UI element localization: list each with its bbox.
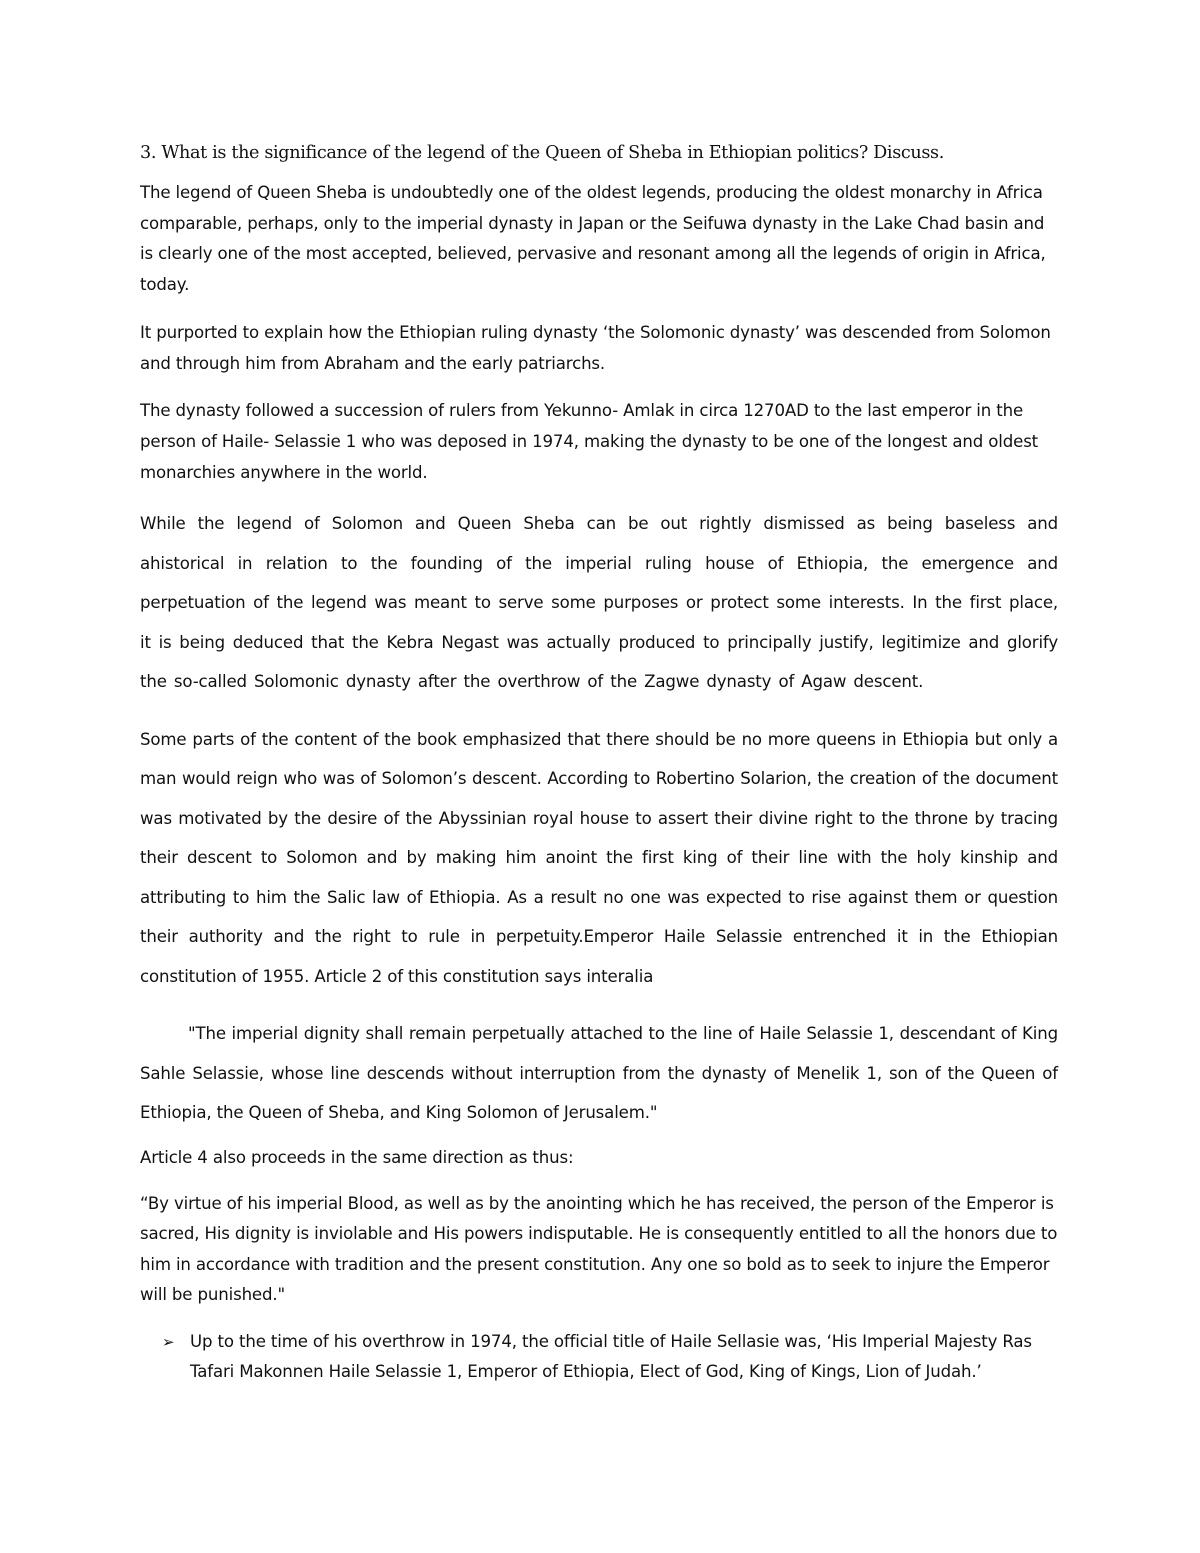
bullet-text: Up to the time of his overthrow in 1974, the official title of Haile Sellasie was, ‘His Imperial Majesty Ras Tafari Makonnen Haile Selassie 1, Emperor of Ethiopia, Elect of God, King of Kings, Lion of Judah.’: [190, 1331, 1032, 1381]
question-heading: 3. What is the significance of the legend of the Queen of Sheba in Ethiopian politics? Discuss.: [140, 143, 944, 163]
paragraph-legend-purpose: While the legend of Solomon and Queen Sheba can be out rightly dismissed as being baseless and ahistorical in relation to the founding of the imperial ruling house of Ethiopia, the emergence and perpetuation of the legend was meant to serve some purposes or protect some interests. In the first place, it is being deduced that the Kebra Negast was actually produced to principally justify, legitimize and glorify the so-called Solomonic dynasty after the overthrow of the Zagwe dynasty of Agaw descent.: [140, 514, 1058, 691]
paragraph-dynasty-succession: The dynasty followed a succession of rulers from Yekunno- Amlak in circa 1270AD to the last emperor in the person of Haile- Selassie 1 who was deposed in 1974, making the dynasty to be one of the longest and oldest monarchies anywhere in the world.: [140, 401, 1039, 482]
paragraph-legend-intro: The legend of Queen Sheba is undoubtedly one of the oldest legends, producing the oldest monarchy in Africa comparable, perhaps, only to the imperial dynasty in Japan or the Seifuwa dynasty in the Lake Chad basin and is clearly one of the most accepted, believed, pervasive and resonant among all the legends of origin in Africa, today.: [140, 183, 1046, 294]
document-body: [140, 140, 1058, 1388]
bullet-item-official-title: [140, 1327, 1058, 1388]
paragraph-article-4-intro: Article 4 also proceeds in the same direction as thus:: [140, 1147, 574, 1167]
quote-article-4: “By virtue of his imperial Blood, as well as by the anointing which he has received, the person of the Emperor is sacred, His dignity is inviolable and His powers indisputable. He is consequently entitled to all the honors due to him in accordance with tradition and the present constitution. Any one so bold as to seek to injure the Emperor will be punished.": [140, 1193, 1058, 1304]
paragraph-solomonic-descent: It purported to explain how the Ethiopian ruling dynasty ‘the Solomonic dynasty’ was descended from Solomon and through him from Abraham and the early patriarchs.: [140, 323, 1051, 373]
arrow-bullet-icon: ➢: [162, 1332, 175, 1351]
quote-article-2: "The imperial dignity shall remain perpetually attached to the line of Haile Selassie 1, descendant of King Sahle Selassie, whose line descends without interruption from the dynasty of Menelik 1, son of the Queen of Ethiopia, the Queen of Sheba, and King Solomon of Jerusalem.": [140, 1024, 1058, 1122]
paragraph-kebra-negast-content: Some parts of the content of the book emphasized that there should be no more queens in Ethiopia but only a man would reign who was of Solomon’s descent. According to Robertino Solarion, the creation of the document was motivated by the desire of the Abyssinian royal house to assert their divine right to the throne by tracing their descent to Solomon and by making him anoint the first king of their line with the holy kinship and attributing to him the Salic law of Ethiopia. As a result no one was expected to rise against them or question their authority and the right to rule in perpetuity.Emperor Haile Selassie entrenched it in the Ethiopian constitution of 1955. Article 2 of this constitution says interalia: [140, 729, 1058, 986]
